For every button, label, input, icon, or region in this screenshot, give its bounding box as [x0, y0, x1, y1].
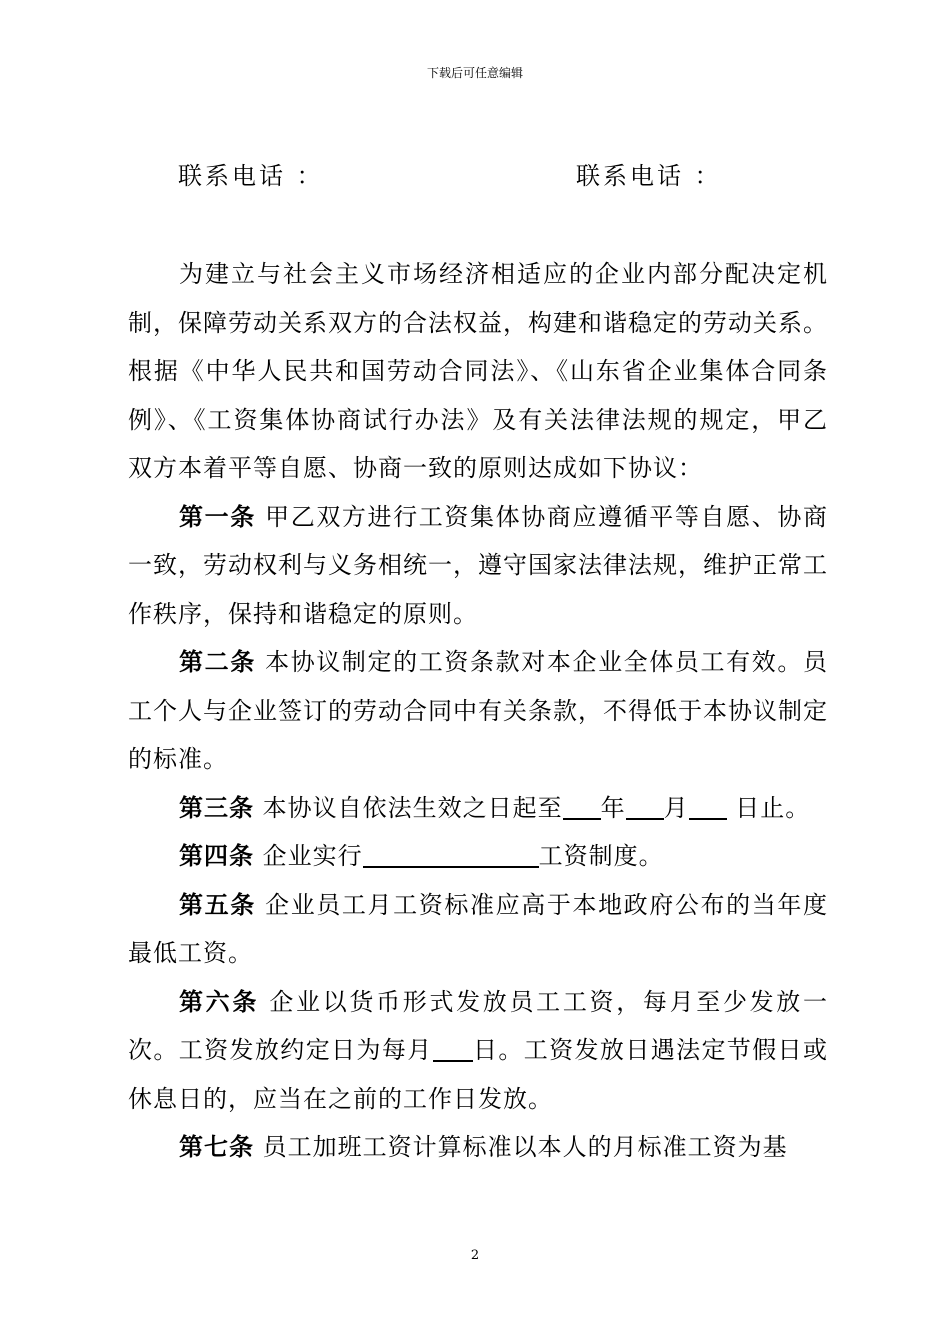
article-5-text: 企业员工月工资标准应高于本地政府公布的当年度最低工资。 — [128, 890, 828, 967]
article-3-title: 第三条 — [179, 792, 254, 822]
article-7 — [128, 1123, 828, 1172]
article-1-text: 甲乙双方进行工资集体协商应遵循平等自愿、协商一致，劳动权利与义务相统一，遵守国家法律法规，维护正常工作秩序，保持和谐稳定的原则。 — [128, 502, 828, 628]
article-7-text: 员工加班工资计算标准以本人的月标准工资为基 — [254, 1133, 788, 1161]
article-5 — [128, 881, 828, 978]
article-1-title: 第一条 — [179, 501, 256, 531]
article-6-title: 第六条 — [179, 986, 260, 1016]
contact-phone-right: 联系电话 ： — [576, 162, 722, 190]
article-3-text-b: 年 — [600, 793, 626, 822]
blank-wage-system — [363, 842, 539, 868]
article-6-text-a: 企业以货币形式发放员工工资，每月至少发放一次。工资发放约定日为每月 — [128, 987, 828, 1064]
article-2-text: 本协议制定的工资条款对本企业全体员工有效。员工个人与企业签订的劳动合同中有关条款，不得低于本协议制定的标准。 — [128, 648, 828, 773]
blank-month — [626, 794, 664, 820]
article-1 — [128, 493, 828, 639]
article-3-text-d: 日止。 — [726, 793, 811, 822]
article-3-text-c: 月 — [663, 793, 689, 822]
preamble: 为建立与社会主义市场经济相适应的企业内部分配决定机制，保障劳动关系双方的合法权益，构建和谐稳定的劳动关系。根据《中华人民共和国劳动合同法》、《山东省企业集体合同条例》、《工资集体协商试行办法》及有关法律法规的规定，甲乙双方本着平等自愿、协商一致的原则达成如下协议： — [128, 260, 828, 482]
article-4-text-b: 工资制度。 — [538, 842, 664, 870]
article-6 — [128, 978, 828, 1124]
article-3 — [128, 784, 828, 833]
document-body — [128, 250, 828, 1172]
header-note: 下载后可任意编辑 — [426, 66, 523, 80]
blank-year — [563, 794, 601, 820]
page-number: 2 — [470, 1248, 480, 1263]
article-4 — [128, 832, 828, 881]
article-4-text-a: 企业实行 — [254, 842, 363, 870]
blank-pay-day — [433, 1036, 473, 1062]
article-2 — [128, 638, 828, 784]
article-3-text-a: 本协议自依法生效之日起至 — [254, 793, 563, 822]
article-6-text-b: 日。工资发放日遇法定节假日或休息日的，应当在之前的工作日发放。 — [128, 1036, 829, 1113]
contact-phone-left: 联系电话 ： — [178, 162, 324, 190]
article-2-title: 第二条 — [179, 647, 256, 676]
blank-day — [689, 794, 727, 820]
article-4-title: 第四条 — [179, 841, 254, 870]
article-5-title: 第五条 — [179, 889, 256, 919]
article-7-title: 第七条 — [179, 1132, 254, 1161]
